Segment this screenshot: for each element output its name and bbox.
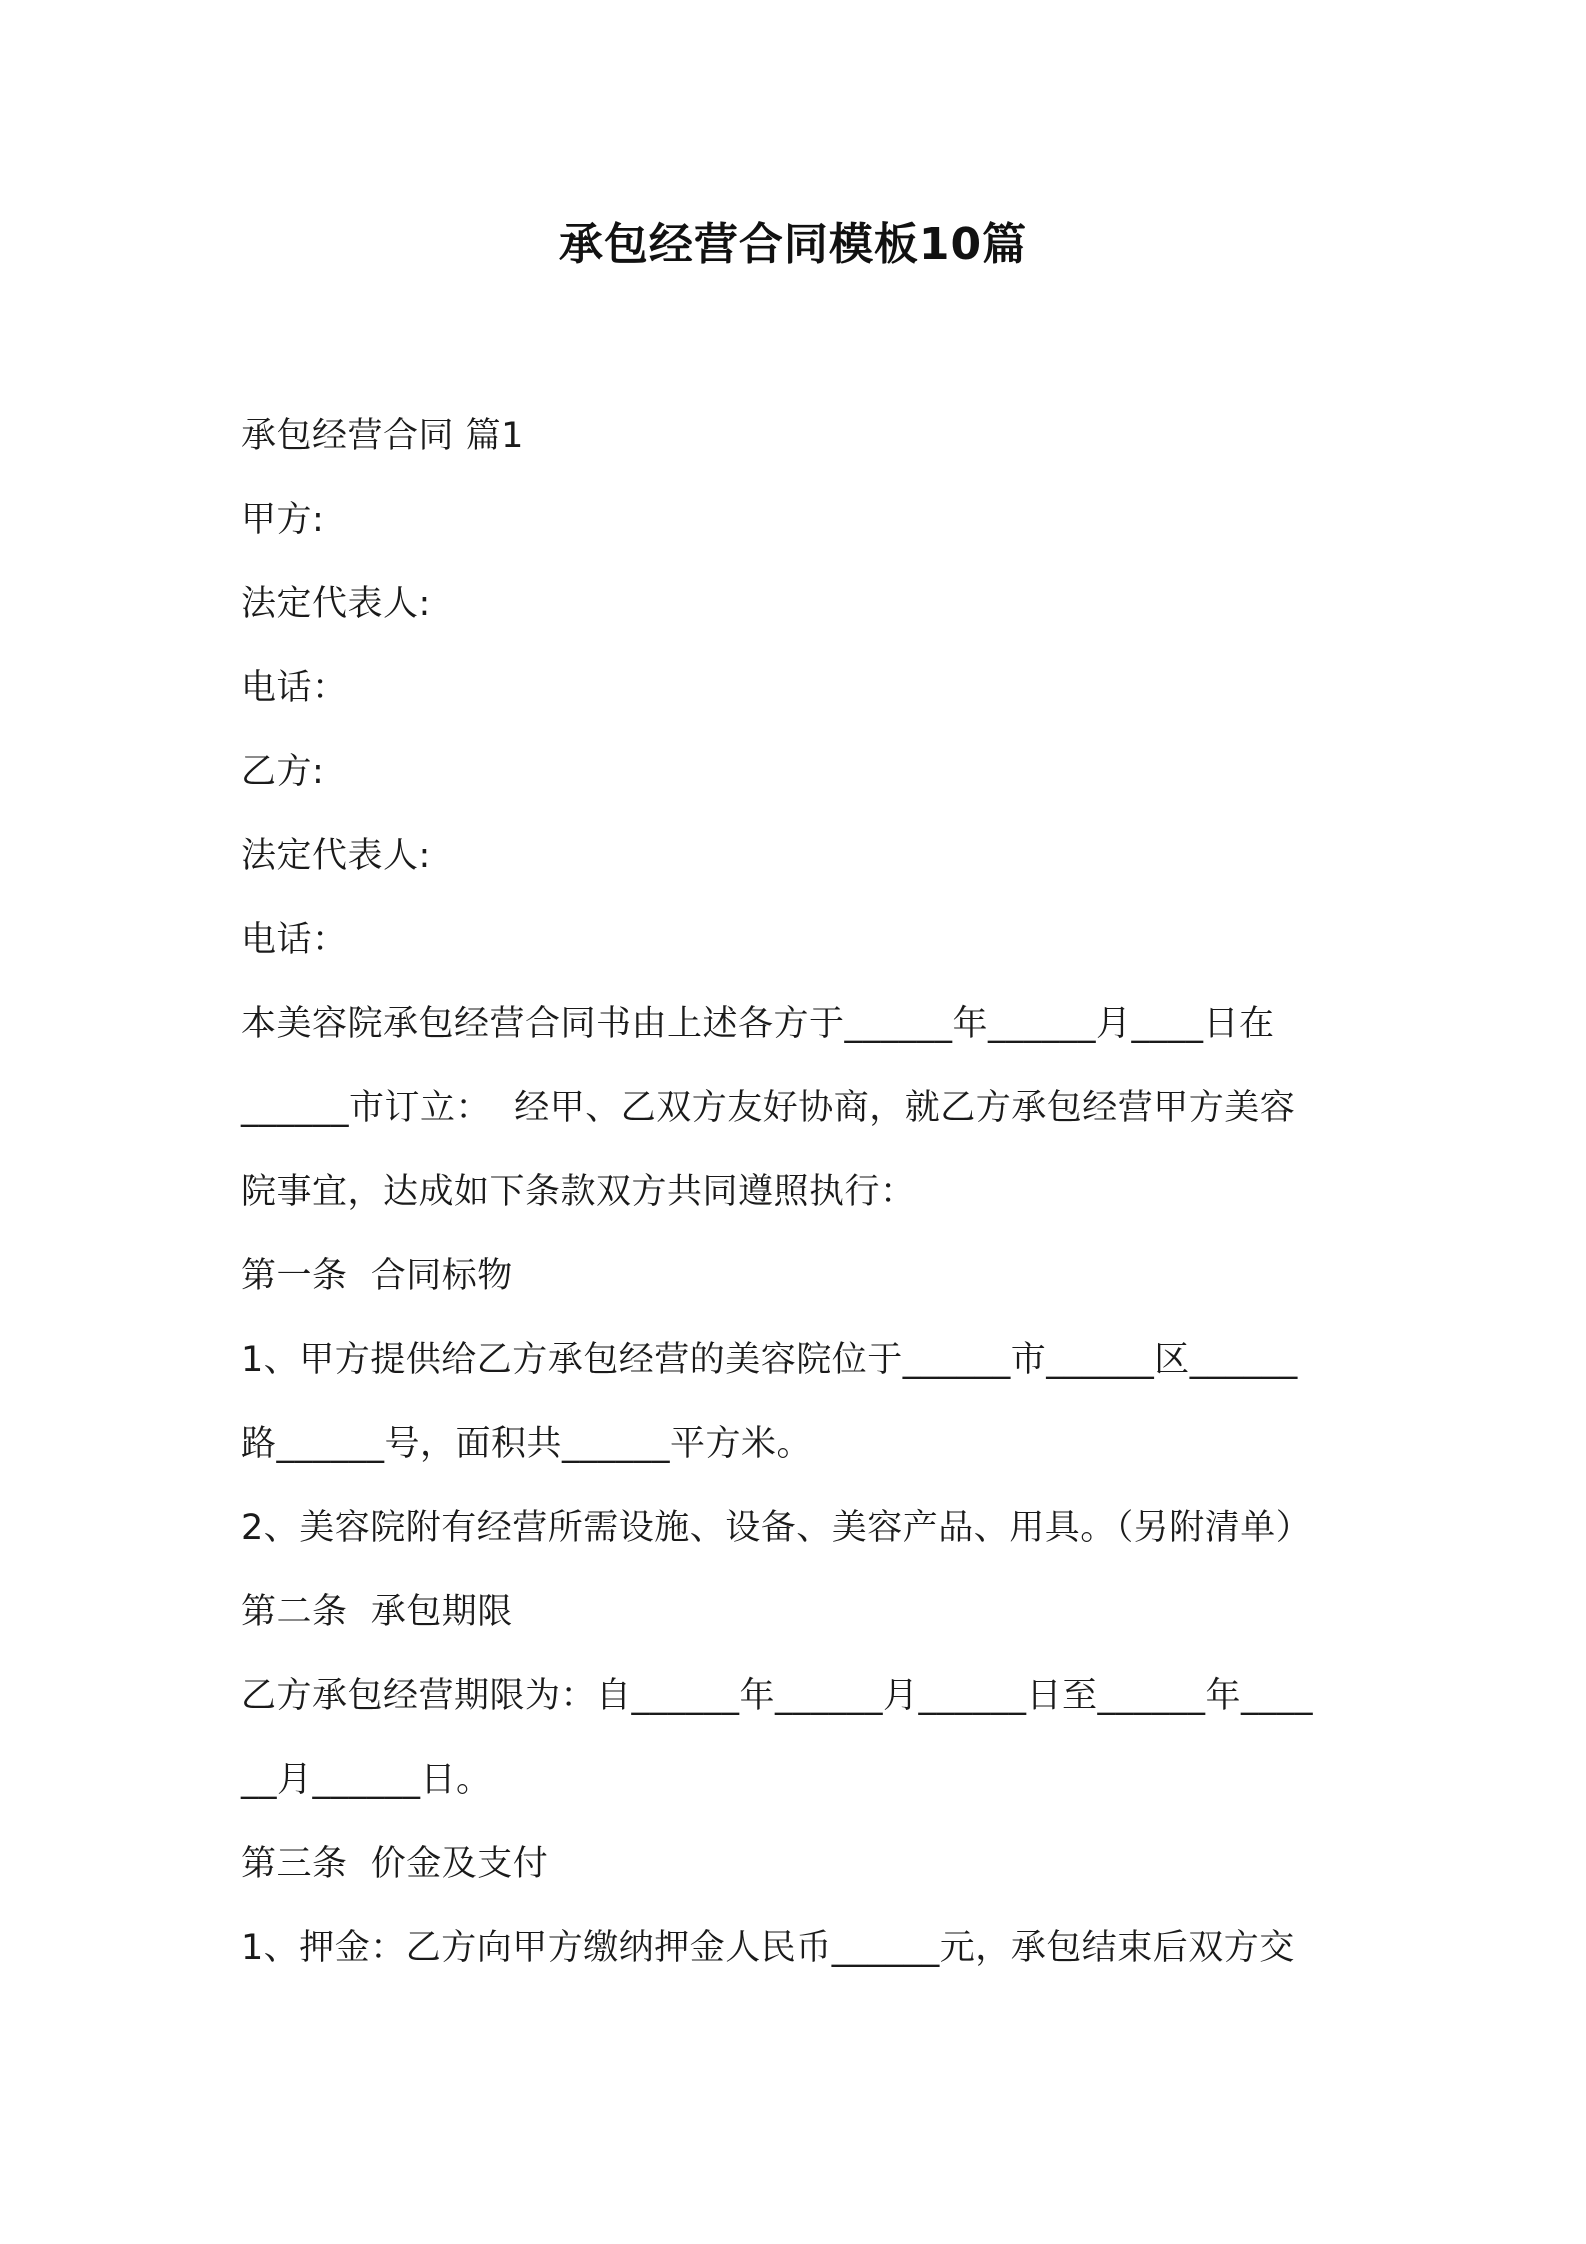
article-2-term-line-2: __月______日。 [241,1760,492,1800]
party-b-phone-label: 电话： [241,920,348,960]
party-b-label: 乙方: [241,752,325,792]
article-1-clause-1-line-2: 路______号，面积共______平方米。 [241,1424,813,1464]
document-body [241,408,1353,2004]
party-a-label: 甲方: [241,500,325,540]
preamble-line-2: ______市订立： 经甲、乙双方友好协商，就乙方承包经营甲方美容 [241,1088,1296,1128]
party-b-representative-label: 法定代表人: [241,836,431,876]
article-3-heading: 第三条 价金及支付 [241,1844,549,1884]
party-a-representative-label: 法定代表人: [241,584,431,624]
section-heading-part1: 承包经营合同 篇1 [241,416,524,456]
document-title: 承包经营合同模板10篇 [558,219,1028,270]
party-a-phone-label: 电话： [241,668,348,708]
article-2-heading: 第二条 承包期限 [241,1592,513,1632]
article-2-term-line-1: 乙方承包经营期限为：自______年______月______日至______年____ [241,1676,1314,1716]
preamble-line-3: 院事宜，达成如下条款双方共同遵照执行： [241,1172,916,1212]
article-1-clause-2: 2、美容院附有经营所需设施、设备、美容产品、用具。（另附清单） [241,1508,1312,1548]
article-1-heading: 第一条 合同标物 [241,1256,513,1296]
article-1-clause-1-line-1: 1、甲方提供给乙方承包经营的美容院位于______市______区______ [241,1340,1298,1380]
preamble-line-1: 本美容院承包经营合同书由上述各方于______年______月____日在 [241,1004,1275,1044]
article-3-clause-1: 1、押金：乙方向甲方缴纳押金人民币______元，承包结束后双方交 [241,1928,1295,1968]
